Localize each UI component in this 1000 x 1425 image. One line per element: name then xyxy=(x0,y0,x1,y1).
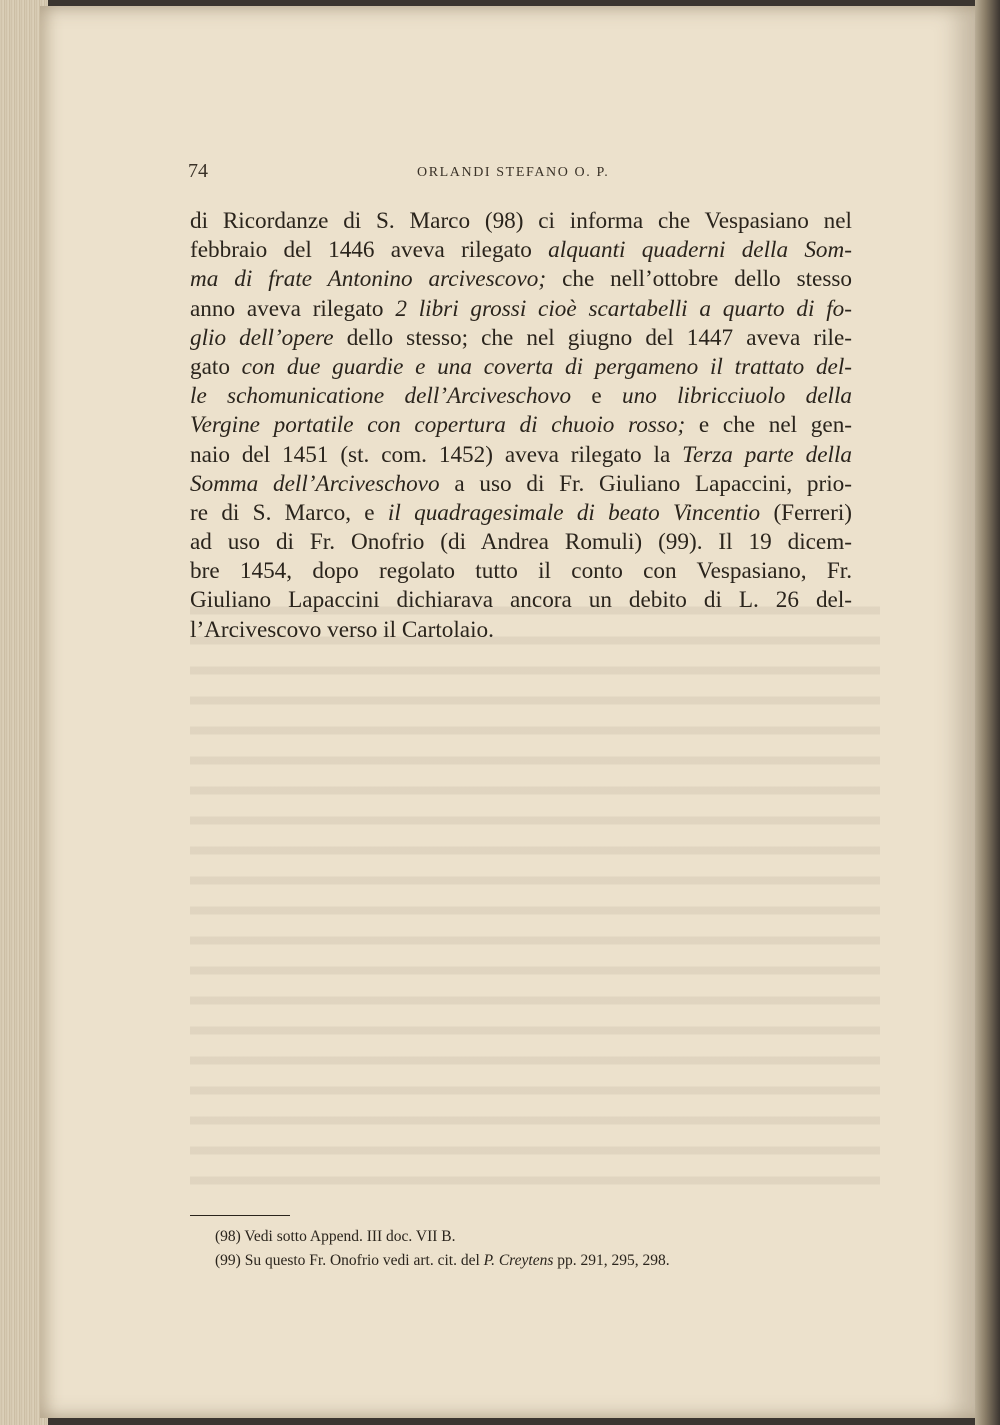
running-head xyxy=(188,160,848,186)
text-segment: a uso di Fr. Giuliano Lapaccini, prio- xyxy=(439,470,852,497)
text-segment: bre 1454, dopo regolato tutto il conto con Vespasiano, Fr. xyxy=(190,558,852,585)
italic-text: Vergine portatile con copertura di chuoio rosso; xyxy=(190,412,686,439)
text-segment: e che nel gen- xyxy=(685,412,853,439)
footnotes xyxy=(190,1225,852,1273)
page-number: 74 xyxy=(188,160,208,182)
italic-text: le schomunicatione dell’Arciveschovo xyxy=(190,383,572,410)
footnote-99-text: (99) Su questo Fr. Onofrio vedi art. cit. del xyxy=(215,1252,484,1269)
text-segment: re di S. Marco, e xyxy=(190,499,388,526)
italic-text: il quadragesimale di beato Vincentio xyxy=(387,499,761,526)
text-line xyxy=(190,324,852,353)
italic-text: 2 libri grossi cioè scartabelli a quarto di fo- xyxy=(395,295,852,322)
text-segment: dello stesso; che nel giugno del 1447 aveva rile- xyxy=(333,324,853,351)
text-segment: l’Arcivescovo verso il Cartolaio. xyxy=(190,616,494,643)
text-line xyxy=(190,499,852,528)
text-segment: Giuliano Lapaccini dichiarava ancora un debito di L. 26 del- xyxy=(190,587,852,614)
text-line xyxy=(190,295,852,324)
text-segment: e xyxy=(571,383,622,410)
text-line xyxy=(190,411,852,440)
italic-text: alquanti quaderni della Som- xyxy=(548,237,852,264)
text-line xyxy=(190,353,852,382)
italic-text: ma di frate Antonino arcivescovo; xyxy=(190,266,547,293)
text-segment: ad uso di Fr. Onofrio (di Andrea Romuli) (99). Il 19 dicem- xyxy=(190,529,852,556)
italic-text: Somma dell’Arciveschovo xyxy=(190,470,440,497)
text-line xyxy=(190,382,852,411)
text-segment: di Ricordanze di S. Marco (98) ci informa che Vespasiano nel xyxy=(190,208,852,234)
text-line xyxy=(190,528,852,557)
text-line xyxy=(190,586,852,615)
text-line xyxy=(190,616,852,645)
binding-edge xyxy=(975,0,1000,1425)
text-segment: gato xyxy=(190,353,242,380)
footnote-98: (98) Vedi sotto Append. III doc. VII B. xyxy=(215,1228,456,1245)
text-segment: naio del 1451 (st. com. 1452) aveva rilegato la xyxy=(190,441,683,468)
italic-text: Terza parte della xyxy=(682,441,852,468)
footnote-99 xyxy=(190,1249,852,1273)
italic-text: uno libricciuolo della xyxy=(622,383,852,410)
body-text xyxy=(190,207,852,645)
text-line xyxy=(190,557,852,586)
text-line xyxy=(190,207,852,236)
text-segment: febbraio del 1446 aveva rilegato xyxy=(190,237,549,264)
text-segment: (Ferreri) xyxy=(760,499,852,526)
italic-text: con due guardie e una coverta di pergameno il trattato del- xyxy=(241,353,852,380)
text-line xyxy=(190,441,852,470)
footnote-rule xyxy=(190,1215,290,1216)
text-segment: che nell’ottobre dello stesso xyxy=(546,266,852,293)
text-line xyxy=(190,265,852,294)
text-line xyxy=(190,236,852,265)
text-line xyxy=(190,470,852,499)
running-title: ORLANDI STEFANO O. P. xyxy=(417,165,610,180)
italic-text: glio dell’opere xyxy=(190,324,334,351)
text-segment: anno aveva rilegato xyxy=(190,295,396,322)
footnote-99-author: P. Creytens xyxy=(483,1252,554,1269)
footnote-99-pages: pp. 291, 295, 298. xyxy=(553,1252,670,1269)
